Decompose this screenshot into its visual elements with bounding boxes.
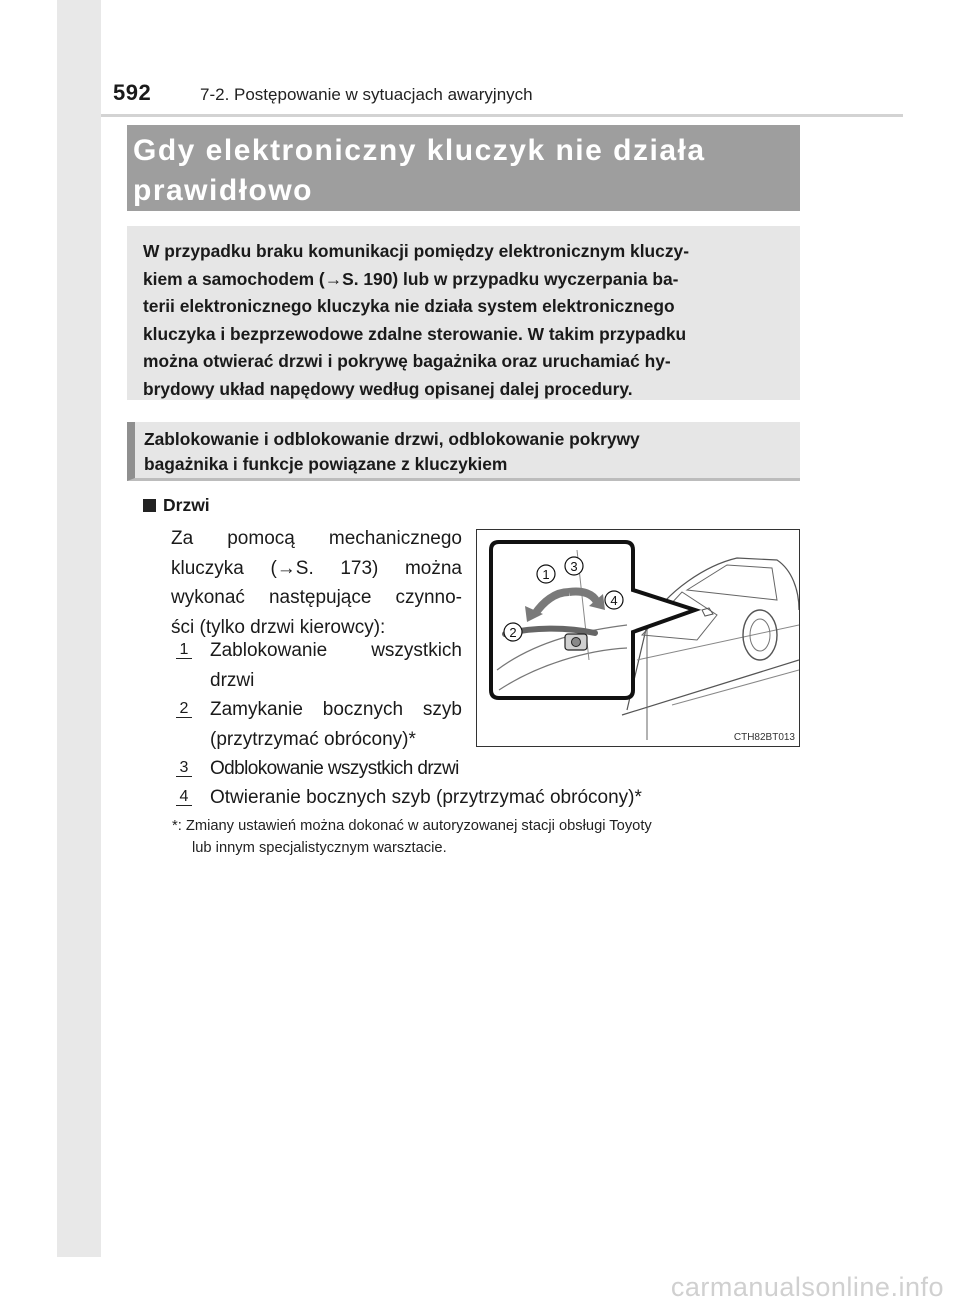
callout-2: 2 — [509, 625, 517, 640]
footnote: *: Zmiany ustawień można dokonać w autoryzowanej stacji obsługi Toyoty lub innym specjalistycznym warsztacie. — [172, 818, 652, 856]
title-banner — [127, 125, 800, 211]
callout-4: 4 — [610, 593, 618, 608]
item-number: 2 — [176, 701, 192, 718]
callout-1: 1 — [542, 567, 550, 582]
watermark: carmanualsonline.info — [670, 1272, 944, 1302]
car-door-illustration — [477, 530, 799, 746]
subsection-heading: Zablokowanie i odblokowanie drzwi, odblokowanie pokrywy bagażnika i funkcje powiązane z kluczykiem — [127, 422, 800, 481]
square-bullet-icon — [143, 499, 156, 512]
page-number: 592 — [113, 80, 152, 105]
page-title: Gdy elektroniczny kluczyk nie działa prawidłowo — [133, 134, 706, 207]
item-number: 1 — [176, 642, 192, 659]
section-header: 7-2. Postępowanie w sytuacjach awaryjnych — [200, 85, 533, 104]
intro-text: W przypadku braku komunikacji pomiędzy elektronicznym kluczy- kiem a samochodem (→S. 190) lub w przypadku wyczerpania ba- terii elektronicznego kluczyka nie działa system elektronicznego kluczyka i bezprzewodowe zdalne sterowanie. W takim przypadku można otwierać drzwi i pokrywę bagażnika oraz uruchamiać hy- brydowy układ napędowy według opisanej dalej procedury. — [143, 241, 690, 399]
callout-3: 3 — [570, 559, 578, 574]
doors-description: Za pomocą mechanicznego kluczyka (→S. 173) można wykonać następujące czynno- ści (tylko drzwi kierowcy): — [171, 528, 462, 638]
doors-heading: Drzwi — [143, 495, 210, 516]
page-margin-tab — [57, 0, 101, 1257]
header-divider — [101, 114, 903, 117]
item-number: 4 — [176, 789, 192, 806]
intro-box — [127, 226, 800, 400]
figure-code: CTH82BT013 — [733, 732, 795, 743]
door-key-illustration — [476, 529, 800, 747]
item-number: 3 — [176, 760, 192, 777]
